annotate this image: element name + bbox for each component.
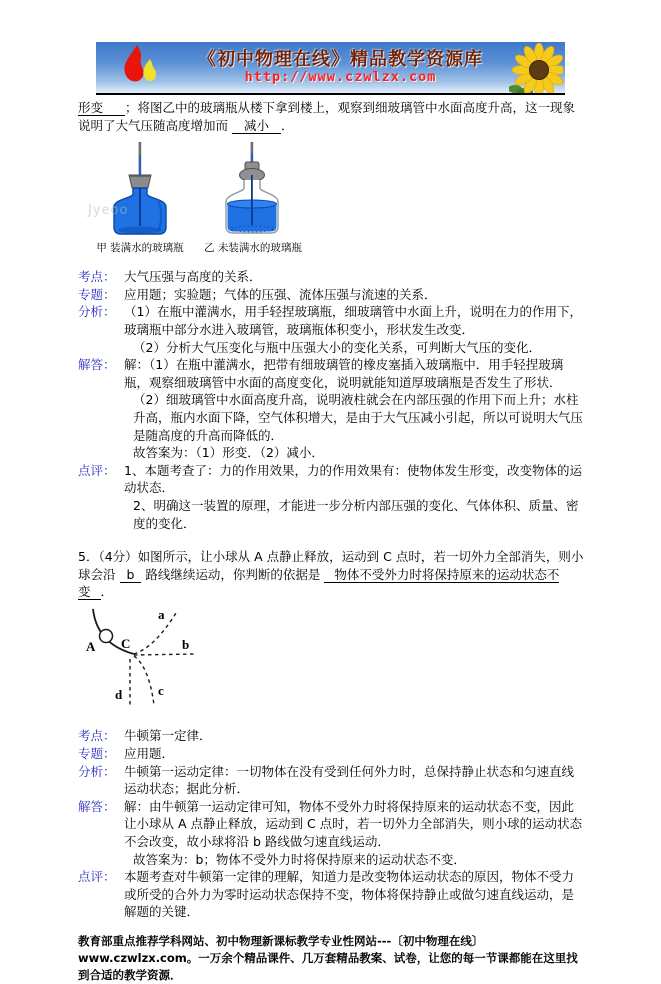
q5-statement-period: ． (100, 584, 114, 600)
q4-fenxi-row (78, 303, 585, 356)
jieda-label: 解答： (78, 798, 116, 814)
jieda-label: 解答： (78, 357, 116, 373)
q5-dianping-text: 本题考查对牛顿第一定律的理解，知道力是改变物体运动状态的原因，物体不受力或所受的合外力为零时运动状态保持不变，物体将保持静止或做匀速直线运动，是解题的关键． (124, 869, 575, 920)
flame-logo-icon (112, 44, 166, 92)
point-c-label: C (121, 635, 131, 651)
dianping-label: 点评： (78, 462, 116, 478)
q4-dianping-p1: 1、本题考查了：力的作用效果，力的作用效果有：使物体发生形变，改变物体的运动状态． (124, 462, 582, 496)
site-url: http://www.czwlzx.com (244, 69, 437, 86)
bottle-partial-figure (204, 142, 302, 255)
site-footer-text: 教育部重点推荐学科网站、初中物理新课标教学专业性网站---〔初中物理在线〕www.czwlzx.com。一万余个精品课件、几万套精品教案、试卷，让您的每一节课都能在这里找到合适的教学资源． (78, 934, 578, 982)
q5-statement-mid: 路线继续运动，你判断的依据是 (145, 566, 321, 582)
q5-statement (78, 548, 585, 601)
site-banner (96, 42, 565, 95)
ball-icon (100, 629, 113, 642)
path-d-label: d (115, 686, 123, 702)
q4-fenxi-p2: （2）分析大气压变化与瓶中压强大小的变化关系，可判断大气压的变化． (133, 339, 541, 355)
q4-statement-text: ；将图乙中的玻璃瓶从楼下拿到楼上，观察到细玻璃管中水面高度升高，这一现象说明了大气压随高度增加而 (78, 100, 576, 133)
bottle-full-caption: 甲 装满水的玻璃瓶 (96, 242, 184, 255)
q4-kaodian-row (78, 268, 585, 286)
q5-answer-blank-1: b (120, 567, 142, 583)
watermark-text: Jyeoo (88, 203, 129, 219)
trajectory-diagram-icon (82, 609, 232, 715)
q4-statement-period: ． (281, 117, 294, 133)
q5-jieda-row (78, 798, 585, 868)
site-title: 《初中物理在线》精品教学资源库 (198, 48, 483, 69)
bottle-full-icon (92, 142, 188, 240)
sunflower-icon (509, 43, 563, 95)
q5-kaodian-row (78, 727, 585, 745)
q5-kaodian-text: 牛顿第一定律． (124, 728, 212, 744)
fenxi-label: 分析： (78, 763, 116, 779)
q4-statement (78, 99, 585, 134)
zhuanti-label: 专题： (78, 286, 116, 302)
q5-answer-blank-2: 物体不受外力时将保持原来的运动状态不变 (78, 566, 560, 600)
kaodian-label: 考点： (78, 269, 116, 285)
q4-kaodian-text: 大气压强与高度的关系． (124, 269, 262, 285)
bottle-partial-caption: 乙 未装满水的玻璃瓶 (204, 242, 302, 255)
document-content (78, 99, 585, 984)
q4-dianping-p2: 2、明确这一装置的原理，才能进一步分析内部压强的变化、气体体积、质量、密度的变化． (133, 497, 579, 531)
point-a-label: A (86, 638, 96, 654)
q4-jieda-p3: 故答案为：（1）形变．（2）减小． (133, 445, 324, 461)
fenxi-label: 分析： (78, 304, 116, 320)
q5-statement-text: 5．（4分）如图所示，让小球从 A 点静止释放，运动到 C 点时，若一切外力全部消失，则小球会沿 (78, 549, 584, 582)
q5-jieda-p1: 解：由牛顿第一运动定律可知，物体不受外力时将保持原来的运动状态不变，因此让小球从 A 点静止释放，运动到 C 点时，若一切外力全部消失，则小球的运动状态不会改变，故小球将沿 b 路线做匀速直线运动． (124, 798, 583, 850)
q4-zhuanti-text: 应用题；实验题；气体的压强、流体压强与流速的关系． (124, 286, 437, 302)
path-c-label: c (158, 682, 164, 698)
bottles-figure (88, 142, 585, 255)
trajectory-figure (82, 609, 585, 720)
q4-jieda-p1: 解：（1）在瓶中灌满水，把带有细玻璃管的橡皮塞插入玻璃瓶中．用手轻捏玻璃瓶，观察细玻璃管中水面的高度变化，说明就能知道厚玻璃瓶是否发生了形状． (124, 357, 564, 390)
q4-jieda-row (78, 356, 585, 462)
q5-zhuanti-text: 应用题． (124, 746, 175, 762)
document-page (0, 42, 661, 982)
dianping-label: 点评： (78, 869, 116, 885)
q5-jieda-p2: 故答案为：b；物体不受外力时将保持原来的运动状态不变． (133, 851, 466, 867)
q5-zhuanti-row (78, 745, 585, 763)
q5-fenxi-row (78, 763, 585, 798)
q5-dianping-row (78, 868, 585, 921)
kaodian-label: 考点： (78, 728, 116, 744)
q4-answer-blank-1: 形变 (78, 100, 125, 116)
bottle-full-figure (92, 142, 188, 255)
path-a-label: a (158, 608, 165, 622)
q5-fenxi-text: 牛顿第一运动定律：一切物体在没有受到任何外力时，总保持静止状态和匀速直线运动状态；据此分析． (124, 763, 575, 797)
q4-answer-blank-2: 减小 (232, 118, 281, 134)
bottle-partial-icon (207, 142, 299, 240)
q4-jieda-p2: （2）细玻璃管中水面高度升高，说明液柱就会在内部压强的作用下而上升；水柱升高，瓶内水面下降，空气体积增大，是由于大气压减小引起，所以可说明大气压是随高度的升高而降低的． (133, 392, 584, 443)
q4-dianping-row (78, 462, 585, 532)
path-b-label: b (182, 636, 190, 652)
banner-text-group (166, 50, 509, 86)
q4-zhuanti-row (78, 286, 585, 304)
zhuanti-label: 专题： (78, 746, 116, 762)
q4-fenxi-p1: （1）在瓶中灌满水，用手轻捏玻璃瓶，细玻璃管中水面上升，说明在力的作用下，玻璃瓶中部分水进入玻璃管，玻璃瓶体积变小，形状发生改变． (124, 304, 582, 337)
